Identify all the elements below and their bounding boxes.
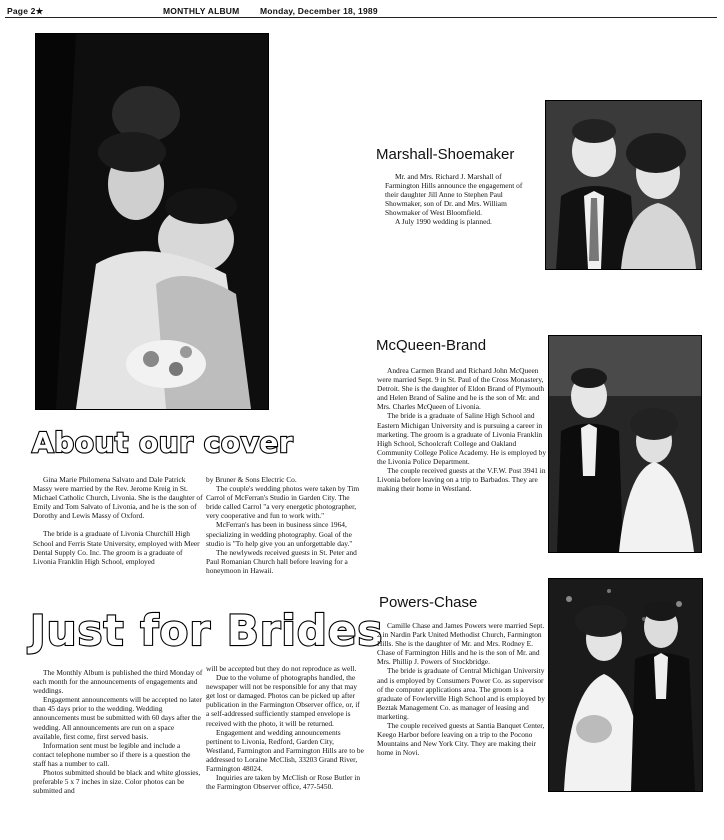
marshall-headline: Marshall-Shoemaker xyxy=(376,146,515,163)
marshall-paragraph: A July 1990 wedding is planned. xyxy=(395,217,492,227)
cover-paragraph: Gina Marie Philomena Salvato and Dale Patrick Massy were married by the Rev. Jerome Kreig in St. Michael Catholic Church, Livonia. She is the daughter of Emily and Tom Salvato of Livonia, and he is the son of Dorothy and Lewis Massy of Oxford. xyxy=(33,475,203,521)
mcqueen-paragraph: The couple received guests at the V.F.W. Post 3941 in Livonia before leaving on a trip to Barbados. They are making their home in Westland. xyxy=(377,466,546,494)
brides-col1 xyxy=(33,668,203,795)
page-number: Page 2★ xyxy=(7,6,44,16)
cover-paragraph: by Bruner & Sons Electric Co. xyxy=(206,475,297,484)
powers-photo xyxy=(548,578,703,792)
cover-headline: About our cover xyxy=(32,426,294,459)
cover-paragraph: The bride is a graduate of Livonia Churchill High School and Ferris State University, employed with Meer Dental Supply Co. Inc. The groom is a graduate of Livonia Franklin High School, employed xyxy=(33,529,200,566)
brides-paragraph: Engagement and wedding announcements pertinent to Livonia, Redford, Garden City, Westland, Farmington and Farmington Hills are to be addressed to Loraine McClish, 33203 Grand River, Farmington 48024. xyxy=(206,727,364,774)
brides-headline: Just for Brides xyxy=(30,606,384,655)
powers-body xyxy=(377,621,547,757)
mcqueen-body xyxy=(377,366,547,493)
brides-paragraph: Information sent must be legible and include a contact telephone number so if there is a question the staff has a number to call. xyxy=(33,740,191,768)
brides-paragraph: Inquiries are taken by McClish or Rose Butler in the Farmington Observer office, 477-5450. xyxy=(206,773,361,792)
section-title: MONTHLY ALBUM xyxy=(163,6,240,16)
brides-paragraph: The Monthly Album is published the third Monday of each month for the announcements of engagements and weddings. xyxy=(33,668,203,696)
brides-paragraph: will be accepted but they do not reproduce as well. xyxy=(206,664,357,673)
powers-paragraph: Camille Chase and James Powers were married Sept. 2 in Nardin Park United Methodist Church, Farmington Hills. She is the daughter of Mr. and Mrs. Rodney E. Chase of Farmington Hills and he is the son of Mr. and Mrs. Phillip J. Powers of Stockbridge. xyxy=(377,621,545,667)
brides-col2 xyxy=(206,664,364,791)
powers-headline: Powers-Chase xyxy=(379,594,478,611)
issue-date: Monday, December 18, 1989 xyxy=(260,6,378,16)
mcqueen-photo xyxy=(548,335,702,553)
brides-paragraph: Due to the volume of photographs handled, the newspaper will not be responsible for any that may get lost or damaged. Photos can be picked up after publication in the Farmington Observer office, or, if a self-addressed sufficiently stamped envelope is received with the photo, it will be returned. xyxy=(206,673,360,728)
marshall-photo xyxy=(545,100,702,270)
mcqueen-paragraph: The bride is a graduate of Saline High School and Eastern Michigan University and is pursuing a career in marketing. The groom is a graduate of Livonia Franklin High School, Schoolcraft College and Oakland Community College Police Academy. He is employed by the Livonia Police Department. xyxy=(377,411,547,466)
brides-paragraph: Engagement announcements will be accepted no later than 45 days prior to the wedding. Wedding announcements must be submitted with 60 days after the wedding. All announcements are run on a space available, first come, first served basis. xyxy=(33,695,202,741)
header-rule xyxy=(5,17,717,18)
cover-paragraph: McFerran's has been in business since 1964, specializing in wedding photography. Goal of the studio is "To help give you an unforgettable day." xyxy=(206,520,353,548)
marshall-body xyxy=(385,172,537,227)
brides-paragraph: Photos submitted should be black and white glossies, preferable 5 x 7 inches in size. Color photos can be submitted and xyxy=(33,768,201,796)
powers-paragraph: The couple received guests at Santia Banquet Center, Keego Harbor before leaving on a trip to the Pocono Mountains and New York City. They are making their home in Novi. xyxy=(377,721,545,758)
cover-paragraph: The newlyweds received guests in St. Peter and Paul Romanian Church hall before leaving for a honeymoon in Hawaii. xyxy=(206,547,357,575)
marshall-paragraph: Mr. and Mrs. Richard J. Marshall of Farmington Hills announce the engagement of their daughter Jill Anne to Stephen Paul Showmaker, son of Dr. and Mrs. William Showmaker of West Bloomfield. xyxy=(385,172,523,218)
cover-col1 xyxy=(33,475,203,566)
cover-photo xyxy=(35,33,269,410)
mcqueen-paragraph: Andrea Carmen Brand and Richard John McQueen were married Sept. 9 in St. Paul of the Cross Monastery, Detroit. She is the daughter of Eldon Brand of Plymouth and Helen Brand of Saline and he is the son of Mr. and Mrs. Charles McQueen of Livonia. xyxy=(377,366,545,412)
mcqueen-headline: McQueen-Brand xyxy=(376,337,487,354)
cover-paragraph: The couple's wedding photos were taken by Tim Carrol of McFerran's Studio in Garden City. The bride called Carrol "a very energetic photographer, very cooperative and fun to work with." xyxy=(206,484,360,521)
powers-paragraph: The bride is graduate of Central Michigan University and is employed by Consumers Power Co. as supervisor of the computer applications area. The groom is a graduate of Fowlerville High School and is employed by Beztak Management Co. as manager of leasing and marketing. xyxy=(377,666,545,721)
cover-col2 xyxy=(206,475,364,575)
